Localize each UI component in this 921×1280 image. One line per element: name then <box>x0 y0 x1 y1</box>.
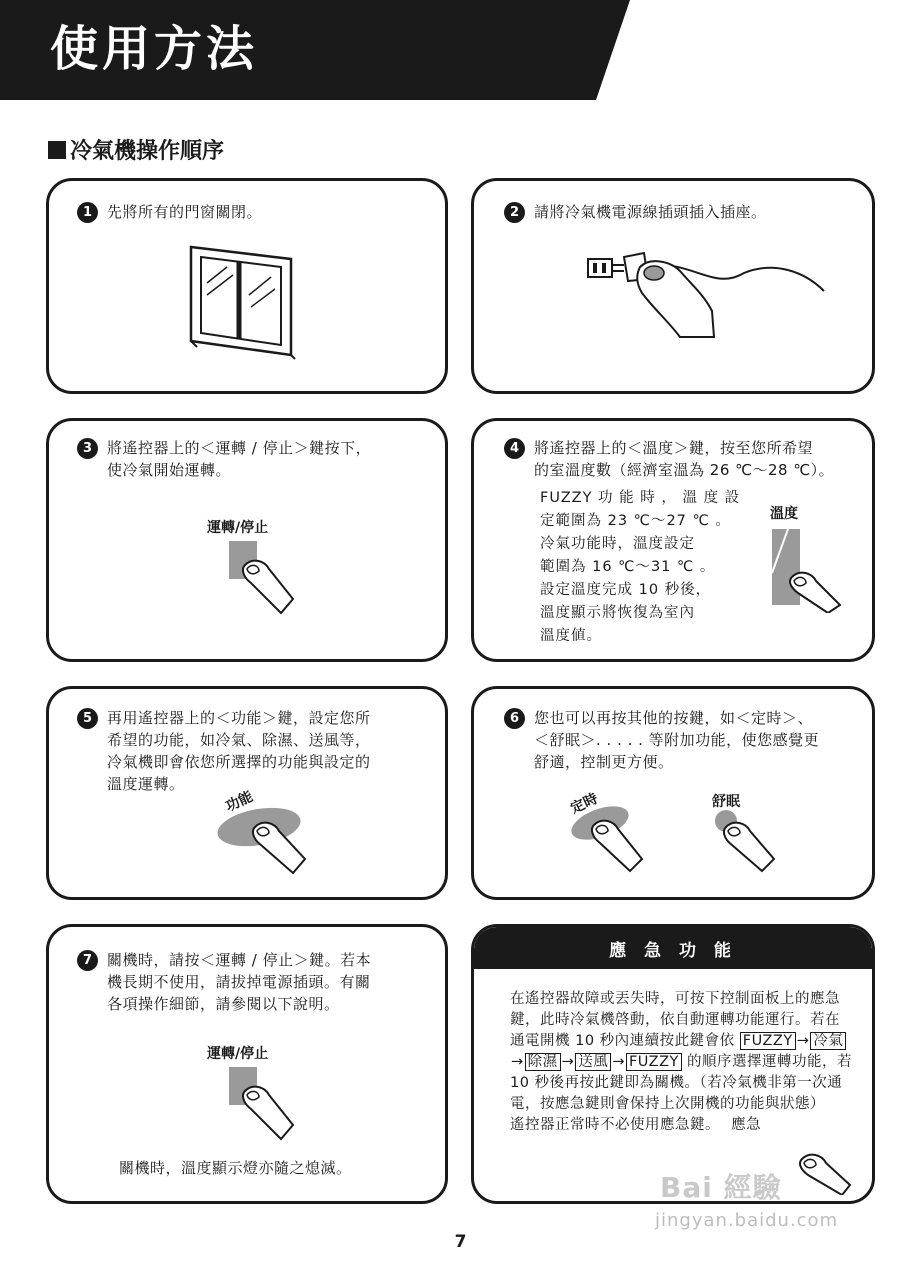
mode-fuzzy: FUZZY <box>626 1053 682 1071</box>
emergency-outro: 的順序選擇運轉功能，若 10 秒後再按此鍵即為關機。（若冷氣機非第一次通電，按應急鍵則會保持上次開機的功能與狀態） <box>510 1054 853 1112</box>
emergency-intro: 在遙控器故障或丟失時，可按下控制面板上的應急鍵，此時冷氣機啓動，依自動運轉功能運行。若在通電開機 10 秒內連續按此鍵會依 <box>510 991 840 1049</box>
step-number-badge: 2 <box>504 202 525 223</box>
emergency-key-label: 應急 <box>731 1117 762 1133</box>
temperature-range-note: FUZZY 功 能 時 ， 溫 度 設 定範圍為 23 ℃～27 ℃ 。 冷氣功能時，溫度設定 範圍為 16 ℃～31 ℃ 。 設定溫度完成 10 秒後， 溫度顯示將恢復為室內 溫度値。 <box>540 490 741 644</box>
emergency-title: 應 急 功 能 <box>474 927 872 969</box>
step-3-text: 將遙控器上的＜運轉 / 停止＞鍵按下， 使冷氣開始運轉。 <box>107 439 372 479</box>
shutdown-footer-note: 關機時，溫度顯示燈亦隨之熄滅。 <box>119 1159 352 1177</box>
mode-fuzzy: FUZZY <box>740 1032 796 1050</box>
press-key-icon <box>568 801 668 881</box>
step-number-badge: 4 <box>504 438 525 459</box>
step-number-badge: 6 <box>504 708 525 729</box>
press-key-icon <box>792 1145 864 1195</box>
temperature-key-label: 溫度 <box>770 506 798 522</box>
press-key-icon <box>215 801 335 881</box>
press-key-icon <box>712 807 782 881</box>
emergency-body <box>510 989 852 1136</box>
page-title: 使用方法 <box>50 21 259 77</box>
arrow-icon: → <box>612 1054 625 1070</box>
step-card-5 <box>46 686 448 900</box>
plug-socket-icon <box>584 251 834 341</box>
step-number-badge: 1 <box>77 202 98 223</box>
emergency-last-note: 遙控器正常時不必使用應急鍵。 <box>510 1117 720 1133</box>
watermark-brand: Bai 經驗 <box>660 1171 782 1204</box>
timer-key-label: 定時 <box>568 790 601 818</box>
mode-dry: 除濕 <box>525 1053 561 1071</box>
arrow-icon: → <box>796 1033 810 1049</box>
emergency-function-card <box>471 924 875 1204</box>
square-bullet-icon <box>48 141 66 159</box>
press-key-icon <box>770 525 850 613</box>
step-1-text: 先將所有的門窗關閉。 <box>107 203 263 221</box>
step-card-4 <box>471 418 875 662</box>
step-card-6 <box>471 686 875 900</box>
step-4-text: 將遙控器上的＜溫度＞鍵，按至您所希望 的室溫度數（經濟室溫為 26 ℃～28 ℃）。 <box>534 439 835 479</box>
page-number: 7 <box>454 1232 467 1252</box>
press-key-icon <box>225 1065 305 1145</box>
watermark-url: jingyan.baidu.com <box>655 1210 839 1231</box>
run-stop-key-label: 運轉/停止 <box>207 1046 269 1062</box>
arrow-icon: → <box>511 1054 524 1070</box>
step-2-text: 請將冷氣機電源線插頭插入插座。 <box>534 203 767 221</box>
mode-cool: 冷氣 <box>810 1032 846 1050</box>
section-title <box>48 134 224 165</box>
step-card-1 <box>46 178 448 394</box>
step-6-text: 您也可以再按其他的按鍵，如＜定時＞、 ＜舒眠＞. . . . . 等附加功能，使您感覺更 舒適，控制更方便。 <box>534 709 820 771</box>
step-5-text: 再用遙控器上的＜功能＞鍵，設定您所 希望的功能，如冷氣、除濕、送風等， 冷氣機即會依您所選擇的功能與設定的 溫度運轉。 <box>107 709 371 793</box>
step-number-badge: 5 <box>77 708 98 729</box>
header-banner <box>0 0 921 100</box>
step-card-7 <box>46 924 448 1204</box>
press-key-icon <box>225 539 305 619</box>
run-stop-key-label: 運轉/停止 <box>207 520 269 536</box>
section-title-text: 冷氣機操作順序 <box>70 139 225 164</box>
step-card-2 <box>471 178 875 394</box>
mode-fan: 送風 <box>575 1053 611 1071</box>
step-number-badge: 3 <box>77 438 98 459</box>
step-card-3 <box>46 418 448 662</box>
arrow-icon: → <box>561 1054 575 1070</box>
step-number-badge: 7 <box>77 950 98 971</box>
function-key-label: 功能 <box>223 788 256 816</box>
step-7-text: 關機時，請按＜運轉 / 停止＞鍵。若本 機長期不使用，請拔掉電源插頭。有關 各項操作細節，請參閱以下說明。 <box>107 951 372 1013</box>
sleep-key-label: 舒眠 <box>712 794 740 810</box>
window-icon <box>187 243 299 361</box>
